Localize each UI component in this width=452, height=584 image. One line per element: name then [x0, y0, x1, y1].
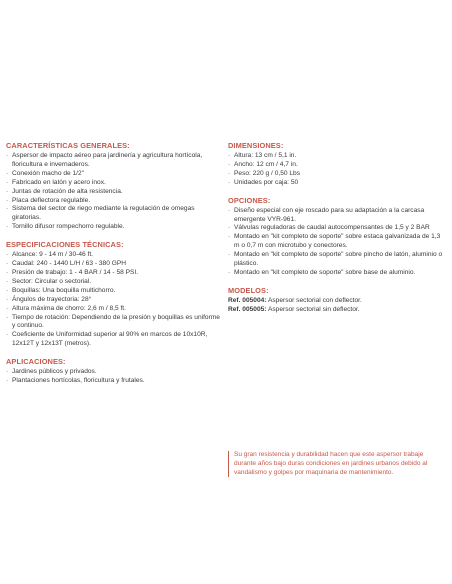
list-item: · Aspersor de impacto aéreo para jardinería y agricultura hortícola, floricultura e invernaderos.	[6, 152, 222, 170]
list-item: · Tiempo de rotación: Dependiendo de la presión y boquillas es uniforme y continuo.	[6, 314, 222, 332]
list-item: · Unidades por caja: 50	[228, 179, 446, 188]
right-column	[228, 141, 446, 323]
applications-list	[6, 368, 222, 386]
left-column	[6, 141, 222, 394]
specs-heading: ESPECIFICACIONES TÉCNICAS:	[6, 240, 124, 250]
list-item: · Válvulas reguladoras de caudal autocompensantes de 1,5 y 2 BAR	[228, 224, 446, 233]
list-item: · Plantaciones hortícolas, floricultura y frutales.	[6, 377, 222, 386]
model-desc: Aspersor sectorial con deflector.	[267, 296, 362, 304]
model-ref: Ref. 005005:	[228, 305, 267, 313]
list-item: · Conexión macho de 1/2"	[6, 170, 222, 179]
list-item: · Altura: 13 cm / 5,1 in.	[228, 152, 446, 161]
list-item: · Boquillas: Una boquilla multichorro.	[6, 287, 222, 296]
list-item: · Coeficiente de Uniformidad superior al 90% en marcos de 10x10R, 12x12T y 12x13T (metros).	[6, 331, 222, 349]
list-item: · Placa deflectora regulable.	[6, 197, 222, 206]
specs-section	[6, 240, 222, 349]
list-item: · Presión de trabajo: 1 - 4 BAR / 14 - 58 PSI.	[6, 269, 222, 278]
list-item: · Ángulos de trayectoria: 28°	[6, 296, 222, 305]
applications-heading: APLICACIONES:	[6, 357, 66, 367]
list-item: · Montado en "kit completo de soporte" sobre base de aluminio.	[228, 269, 446, 278]
options-section	[228, 196, 446, 278]
options-list	[228, 207, 446, 278]
list-item: · Peso: 220 g / 0,50 Lbs	[228, 170, 446, 179]
list-item: · Altura máxima de chorro: 2,6 m / 8,5 ft.	[6, 305, 222, 314]
model-row	[228, 297, 446, 306]
list-item: · Sector: Circular o sectorial.	[6, 278, 222, 287]
models-section	[228, 286, 446, 315]
specs-list	[6, 251, 222, 349]
general-heading: CARACTERÍSTICAS GENERALES:	[6, 141, 130, 150]
options-heading: OPCIONES:	[228, 195, 271, 205]
list-item: · Diseño especial con eje roscado para su adaptación a la carcasa emergente VYR-961.	[228, 207, 446, 225]
list-item: · Montado en "kit completo de soporte" sobre pincho de latón, aluminio o plástico.	[228, 251, 446, 269]
list-item: · Juntas de rotación de alta resistencia.	[6, 188, 222, 197]
applications-section	[6, 357, 222, 386]
list-item: · Montado en "kit completo de soporte" sobre estaca galvanizada de 1,3 m o 0,7 m con microtubo y conectores.	[228, 233, 446, 251]
model-ref: Ref. 005004:	[228, 296, 267, 304]
list-item: · Tornillo difusor rompechorro regulable.	[6, 223, 222, 232]
general-list	[6, 152, 222, 232]
list-item: · Caudal: 240 - 1440 L/H / 63 - 380 GPH	[6, 260, 222, 269]
list-item: · Fabricado en latón y acero inox.	[6, 179, 222, 188]
list-item: · Sistema del sector de riego mediante la regulación de omegas giratorias.	[6, 205, 222, 223]
list-item: · Jardines públicos y privados.	[6, 368, 222, 377]
model-desc: Aspersor sectorial sin deflector.	[267, 305, 360, 313]
list-item: · Alcance: 9 - 14 m / 30-46 ft.	[6, 251, 222, 260]
dimensions-heading: DIMENSIONES:	[228, 141, 284, 150]
models-heading: MODELOS:	[228, 285, 269, 295]
dimensions-list	[228, 152, 446, 188]
dimensions-section	[228, 141, 446, 188]
list-item: · Ancho: 12 cm / 4,7 in.	[228, 161, 446, 170]
general-section	[6, 141, 222, 232]
model-row	[228, 306, 446, 315]
highlight-note: Su gran resistencia y durabilidad hacen que este aspersor trabaje durante años bajo duras condiciones en jardines urbanos debido al vandalismo y golpes por maquinaria de mantenimiento.	[228, 451, 432, 477]
